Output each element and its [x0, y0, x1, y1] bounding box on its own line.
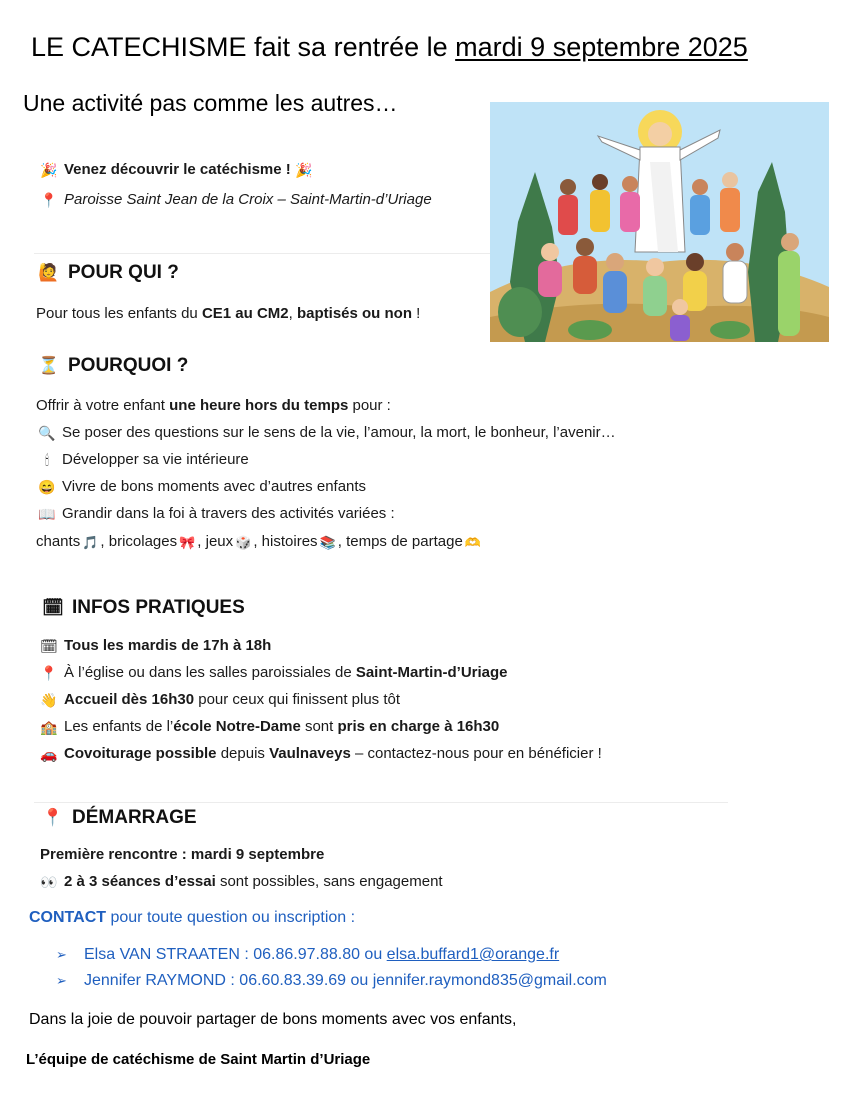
books-icon: 📚 — [319, 535, 336, 550]
ribbon-icon: 🎀 — [179, 535, 196, 550]
dice-icon: 🎲 — [235, 535, 252, 550]
waving-hand-icon: 👋 — [40, 692, 58, 708]
pourquoi-lead: Offrir à votre enfant une heure hors du temps pour : — [36, 397, 391, 414]
candle-icon: 🕯 — [45, 452, 49, 468]
list-item: 🕯 Développer sa vie intérieure — [38, 450, 249, 470]
handshake-icon: 🫶 — [464, 535, 481, 550]
calendar-icon: 🗓 — [42, 598, 64, 617]
grinning-face-icon: 😄 — [38, 479, 56, 495]
hourglass-icon: ⏳ — [38, 356, 60, 375]
closing-line: Dans la joie de pouvoir partager de bons moments avec vos enfants, — [29, 1011, 517, 1028]
title-prefix: LE CATECHISME fait sa rentrée le — [31, 32, 456, 62]
section-heading-infos: 🗓 INFOS PRATIQUES — [42, 597, 245, 618]
list-item: 🔍 Se poser des questions sur le sens de la vie, l’amour, la mort, le bonheur, l’avenir… — [38, 424, 616, 441]
section-heading-pour-qui: 🙋 POUR QUI ? — [38, 262, 179, 283]
calendar-icon: 🗓 — [40, 638, 58, 654]
divider — [34, 253, 490, 254]
trial-sessions: 👀 2 à 3 séances d’essai sont possibles, sans engagement — [40, 873, 443, 890]
school-icon: 🏫 — [40, 719, 58, 735]
intro-line-2: 📍 Paroisse Saint Jean de la Croix – Saint-Martin-d’Uriage — [40, 191, 432, 208]
contact-person-1: ➢ Elsa VAN STRAATEN : 06.86.97.88.80 ou elsa.buffard1@orange.fr — [56, 946, 560, 963]
intro-line-1: 🎉 Venez découvrir le catéchisme ! 🎉 — [40, 161, 313, 178]
open-book-icon: 📖 — [38, 506, 56, 522]
car-icon: 🚗 — [40, 746, 58, 762]
section-heading-demarrage: 📍 DÉMARRAGE — [42, 807, 197, 828]
divider — [34, 802, 728, 803]
info-line: 🚗 Covoiturage possible depuis Vaulnaveys – contactez-nous pour en bénéficier ! — [40, 745, 602, 762]
eyes-icon: 👀 — [40, 874, 58, 890]
contact-heading: CONTACT pour toute question ou inscription : — [29, 909, 356, 926]
section-heading-pourquoi: ⏳ POURQUOI ? — [38, 355, 189, 376]
party-popper-icon: 🎉 — [40, 162, 58, 178]
signature: L’équipe de catéchisme de Saint Martin d’Uriage — [26, 1051, 371, 1068]
page-subtitle: Une activité pas comme les autres… — [23, 90, 398, 116]
contact-person-2: ➢ Jennifer RAYMOND : 06.60.83.39.69 ou jennifer.raymond835@gmail.com — [56, 972, 607, 989]
jesus-children-illustration — [490, 102, 829, 342]
music-notes-icon: 🎵 — [82, 535, 99, 550]
pushpin-icon: 📍 — [40, 665, 58, 681]
list-item: 📖 Grandir dans la foi à travers des activités variées : — [38, 505, 395, 522]
magnifier-icon: 🔍 — [38, 425, 56, 441]
first-meeting: Première rencontre : mardi 9 septembre — [40, 846, 325, 863]
email-link[interactable]: elsa.buffard1@orange.fr — [386, 946, 560, 963]
party-popper-icon: 🎉 — [295, 162, 313, 178]
pushpin-icon: 📍 — [42, 808, 64, 827]
info-line: 👋 Accueil dès 16h30 pour ceux qui finissent plus tôt — [40, 691, 401, 708]
info-line: 🗓 Tous les mardis de 17h à 18h — [40, 637, 272, 654]
pushpin-icon: 📍 — [40, 192, 58, 208]
pour-qui-text: Pour tous les enfants du CE1 au CM2, baptisés ou non ! — [36, 305, 421, 322]
arrow-bullet-icon: ➢ — [56, 947, 67, 962]
page-title — [31, 32, 748, 63]
title-date: mardi 9 septembre 2025 — [455, 32, 748, 62]
arrow-bullet-icon: ➢ — [56, 973, 67, 988]
activities-line: chants 🎵 , bricolages 🎀 , jeux 🎲 , histoires 📚 , temps de partage 🫶 — [36, 532, 483, 553]
info-line: 🏫 Les enfants de l’école Notre-Dame sont pris en charge à 16h30 — [40, 718, 500, 735]
info-line: 📍 À l’église ou dans les salles paroissiales de Saint-Martin-d’Uriage — [40, 664, 508, 681]
list-item: 😄 Vivre de bons moments avec d’autres enfants — [38, 478, 367, 495]
raised-hand-icon: 🙋 — [38, 263, 60, 282]
